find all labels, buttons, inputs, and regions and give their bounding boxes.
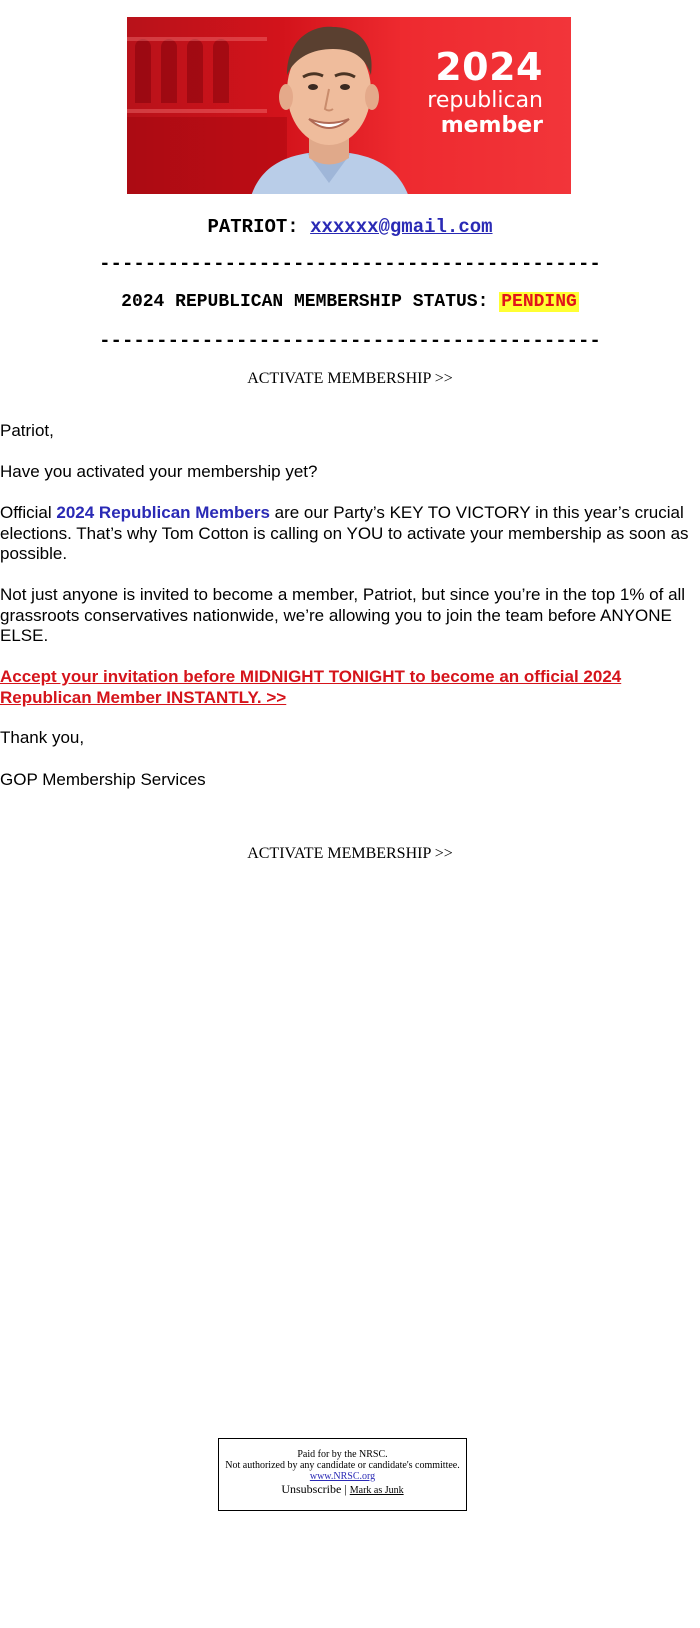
banner-word-member: member [440, 113, 543, 138]
banner-text [427, 45, 543, 139]
activate-membership-link-bottom[interactable]: ACTIVATE MEMBERSHIP >> [247, 845, 453, 862]
accept-invitation-link[interactable]: Accept your invitation before MIDNIGHT TONIGHT to become an official 2024 Republican Member INSTANTLY. >> [0, 667, 622, 707]
activate-row-bottom [0, 845, 700, 863]
paid-for-line: Paid for by the NRSC. [297, 1449, 388, 1460]
capitol-column [187, 39, 203, 103]
greeting: Patriot, [0, 421, 54, 440]
republican-members-highlight: 2024 Republican Members [56, 503, 270, 522]
footer-disclaimer [218, 1438, 467, 1511]
key-to-victory-paragraph [0, 503, 690, 565]
header-banner [127, 17, 571, 194]
capitol-column [161, 39, 177, 103]
nrsc-website-link[interactable]: www.NRSC.org [309, 1471, 376, 1482]
mark-as-junk-link[interactable]: Mark as Junk [349, 1485, 404, 1496]
question-paragraph: Have you activated your membership yet? [0, 462, 318, 481]
cta-paragraph [0, 667, 690, 708]
activate-membership-link[interactable]: ACTIVATE MEMBERSHIP >> [247, 370, 453, 387]
not-authorized-line: Not authorized by any candidate or candidate's committee. [225, 1460, 460, 1471]
unsubscribe-row [219, 1482, 466, 1498]
membership-status-line [0, 292, 700, 312]
invitation-paragraph: Not just anyone is invited to become a member, Patriot, but since you’re in the top 1% of all grassroots conservatives nationwide, we’re allowing you to join the team before ANYONE ELSE. [0, 585, 686, 645]
banner-word-republican: republican [427, 88, 543, 113]
divider-top: -------------------------------------------- [99, 253, 601, 275]
activate-row-top [0, 370, 700, 388]
unsubscribe-link[interactable]: Unsubscribe [281, 1482, 342, 1496]
divider-bottom: -------------------------------------------- [99, 330, 601, 352]
capitol-column [135, 39, 151, 103]
patriot-email-line [0, 216, 700, 238]
paragraph-text: Official [0, 503, 57, 522]
separator: | [344, 1482, 347, 1496]
patriot-email-link[interactable]: xxxxxx@gmail.com [310, 216, 493, 238]
banner-year: 2024 [435, 45, 543, 89]
thanks: Thank you, [0, 728, 85, 747]
candidate-portrait [229, 17, 429, 194]
capitol-column [213, 39, 229, 103]
signature: GOP Membership Services [0, 770, 206, 789]
status-badge: PENDING [501, 292, 577, 312]
status-label: 2024 REPUBLICAN MEMBERSHIP STATUS: [121, 292, 489, 312]
patriot-label: PATRIOT: [207, 216, 299, 238]
paragraph-text: are our Party’s KEY TO VICTORY in this year’s crucial elections. That’s why Tom Cotton is calling on YOU to activate your membership as soon as possible. [0, 503, 689, 563]
